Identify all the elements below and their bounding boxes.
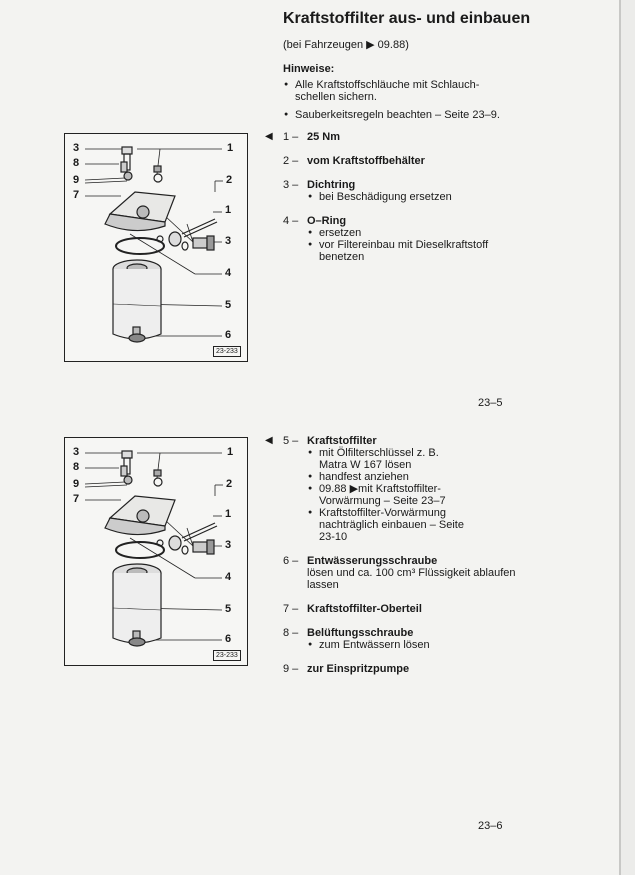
notes-heading: Hinweise: — [283, 63, 335, 75]
page-title: Kraftstoffilter aus- und einbauen — [283, 10, 531, 27]
subtitle: (bei Fahrzeugen ▶ 09.88) — [283, 39, 409, 51]
figure-reference: 23-233 — [213, 650, 241, 661]
binding-fold — [619, 0, 621, 875]
callout-label: 9 — [73, 174, 80, 186]
legend-item-8: 8 – Belüftungsschraube ● zum Entwässern lösen — [265, 627, 605, 651]
callout-label: 1 — [225, 204, 232, 216]
callout-label: 5 — [225, 603, 232, 615]
callout-label: 8 — [73, 157, 80, 169]
legend-item-2: 2 – vom Kraftstoffbehälter — [283, 155, 425, 167]
filter-exploded-view — [65, 134, 247, 361]
callout-label: 1 — [227, 142, 234, 154]
callout-label: 9 — [73, 478, 80, 490]
note-1: ● Alle Kraftstoffschläuche mit Schlauch-schellen sichern. — [283, 79, 503, 103]
fuel-filter-diagram — [64, 437, 248, 666]
callout-label: 2 — [226, 478, 233, 490]
callout-label: 3 — [225, 539, 232, 551]
page-edge — [621, 0, 635, 875]
pointer-arrow-icon: ◀ — [265, 131, 273, 142]
legend-item-6: 6 – Entwässerungsschraube lösen und ca. 100 cm³ Flüssigkeit ablaufen lassen — [283, 555, 516, 591]
callout-label: 4 — [225, 267, 232, 279]
callout-label: 3 — [225, 235, 232, 247]
figure-reference: 23-233 — [213, 346, 241, 357]
page-number: 23–6 — [478, 820, 503, 832]
callout-label: 7 — [73, 189, 80, 201]
page-number: 23–5 — [478, 397, 503, 409]
callout-label: 2 — [226, 174, 233, 186]
callout-label: 3 — [73, 142, 80, 154]
callout-label: 1 — [227, 446, 234, 458]
note-2: ● Sauberkeitsregeln beachten – Seite 23–9. — [283, 109, 503, 121]
legend-item-5: ◀ 5 – Kraftstoffilter ● mit Ölfilterschlüssel z. B. Matra W 167 lösen ● handfest anziehen ● 09.88 ▶mit Kraftstoffilter-Vorwärmung – Seite 23–7 ● Kraftstoffilter-Vorwärmung nachträglich einbauen – Seite 23-10 — [265, 435, 605, 543]
callout-label: 6 — [225, 633, 232, 645]
callout-label: 7 — [73, 493, 80, 505]
legend-section-2 — [265, 435, 605, 687]
notes-list — [283, 79, 503, 127]
legend-item-1: ◀ 1 – 25 Nm — [265, 131, 341, 143]
callout-label: 1 — [225, 508, 232, 520]
legend-item-7: 7 – Kraftstoffilter-Oberteil — [283, 603, 422, 615]
callout-label: 4 — [225, 571, 232, 583]
pointer-arrow-icon: ◀ — [265, 435, 273, 446]
callout-label: 8 — [73, 461, 80, 473]
filter-exploded-view — [65, 438, 247, 665]
legend-item-3: 3 – Dichtring ● bei Beschädigung ersetzen — [265, 179, 605, 203]
legend-item-9: 9 – zur Einspritzpumpe — [283, 663, 410, 675]
callout-label: 6 — [225, 329, 232, 341]
legend-item-4: 4 – O–Ring ● ersetzen ● vor Filtereinbau mit Dieselkraftstoff benetzen — [265, 215, 605, 263]
fuel-filter-diagram — [64, 133, 248, 362]
callout-label: 5 — [225, 299, 232, 311]
callout-label: 3 — [73, 446, 80, 458]
legend-section-1 — [265, 131, 605, 275]
